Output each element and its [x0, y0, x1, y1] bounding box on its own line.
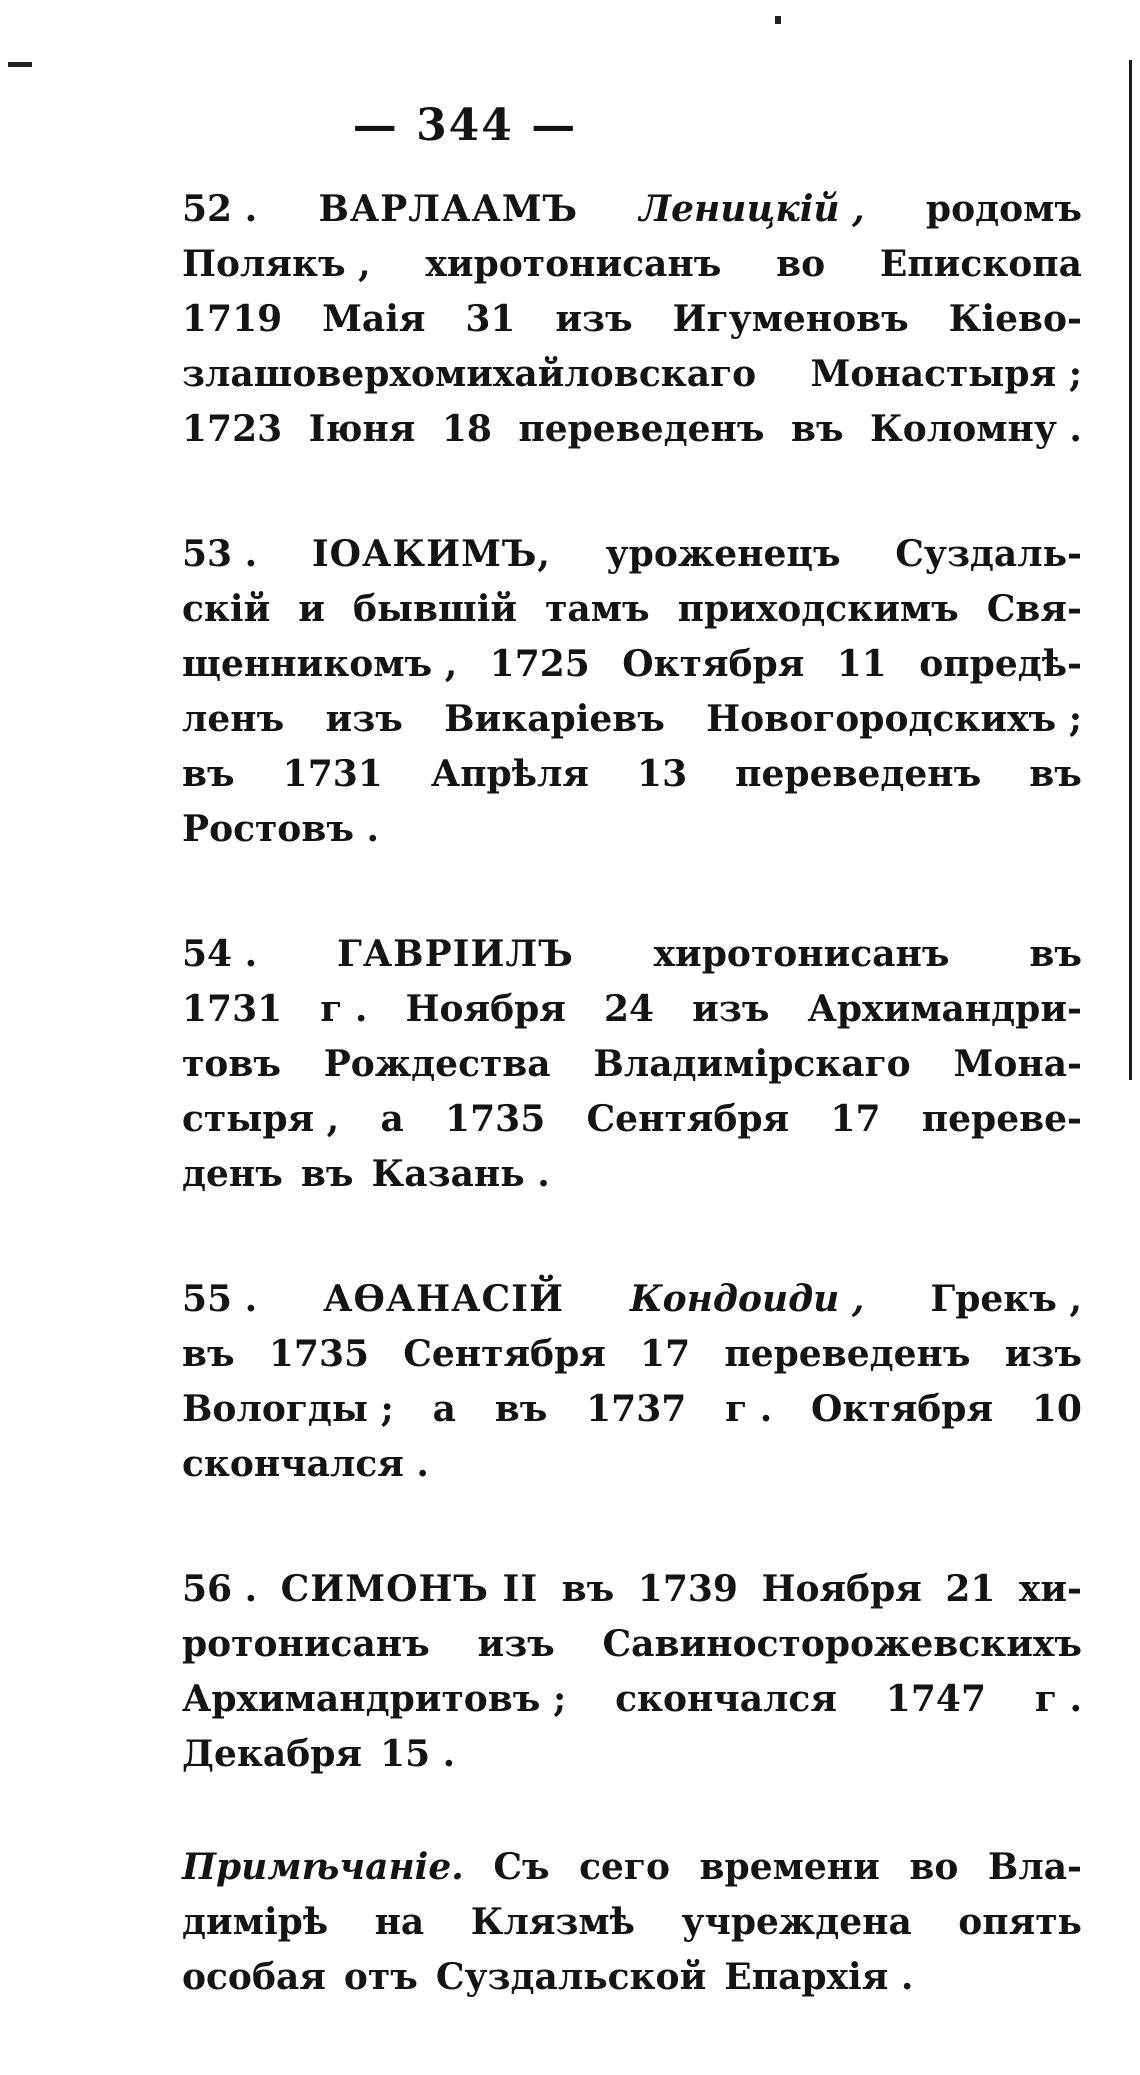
text-line: Ростовъ . [182, 808, 380, 850]
entry-53 [182, 527, 1082, 857]
text-line: 1723 Іюня 18 переведенъ въ Коломну . [182, 408, 1082, 450]
page-number: — 344 — [352, 100, 578, 151]
text-line: 1731 г . Ноября 24 изъ Архимандри- [182, 988, 1082, 1030]
text-line: Полякъ , хиротонисанъ во Епископа [182, 243, 1082, 285]
text-line: стыря , а 1735 Сентября 17 переве- [182, 1098, 1082, 1140]
text-line: денъ въ Казань . [182, 1153, 550, 1195]
text-line: Архимандритовъ ; скончался 1747 г . [182, 1678, 1082, 1720]
text-line: 55 . АѲАНАСІЙ Кондоиди , Грекъ , [182, 1272, 1082, 1327]
entry-52 [182, 182, 1082, 457]
text-line: Вологды ; а въ 1737 г . Октября 10 [182, 1388, 1082, 1430]
text-line: 53 . ІОАКИМЪ, уроженецъ Суздаль- [182, 527, 1082, 582]
entry-name: СИМОНЪ II [280, 1568, 539, 1610]
text-line: товъ Рождества Владимірскаго Мона- [182, 1043, 1082, 1085]
scan-speck [775, 16, 781, 24]
text-line: 1719 Маія 31 изъ Игуменовъ Кіево- [182, 298, 1082, 340]
text-line: въ 1735 Сентября 17 переведенъ изъ [182, 1333, 1082, 1375]
entry-54 [182, 927, 1082, 1202]
text-line: 52 . ВАРЛААМЪ Леницкій , родомъ [182, 182, 1082, 237]
entry-55 [182, 1272, 1082, 1492]
text-line: Примѣчаніе. Съ сего времени во Вла- [182, 1840, 1082, 1895]
text-line: ленъ изъ Викаріевъ Новогородскихъ ; [182, 698, 1082, 740]
scan-speck [8, 62, 32, 67]
text-line: щенникомъ , 1725 Октября 11 опредѣ- [182, 643, 1082, 685]
entry-name: ГАВРІИЛЪ [336, 933, 574, 975]
text-line: особая отъ Суздальской Епархія . [182, 1956, 914, 1998]
entry-56 [182, 1562, 1082, 1782]
text-line: скончался . [182, 1443, 429, 1485]
text-line: Декабря 15 . [182, 1733, 456, 1775]
entry-name: АѲАНАСІЙ [323, 1278, 564, 1320]
text-block [182, 182, 1082, 2075]
text-line: димірѣ на Клязмѣ учреждена опять [182, 1901, 1082, 1943]
entry-name: ІОАКИМЪ, [311, 533, 551, 575]
text-line: въ 1731 Апрѣля 13 переведенъ въ [182, 753, 1082, 795]
text-line: 54 . ГАВРІИЛЪ хиротонисанъ въ [182, 927, 1082, 982]
entry-name: ВАРЛААМЪ [318, 188, 579, 230]
text-line: ротонисанъ изъ Савиносторожевскихъ [182, 1623, 1082, 1665]
note-label: Примѣчаніе. [182, 1846, 464, 1888]
text-line: скій и бывшій тамъ приходскимъ Свя- [182, 588, 1082, 630]
note [182, 1840, 1082, 2005]
text-line: 56 . СИМОНЪ II въ 1739 Ноября 21 хи- [182, 1562, 1082, 1617]
page-edge-line [1129, 60, 1132, 1080]
text-line: злашоверхомихайловскаго Монастыря ; [182, 353, 1082, 395]
